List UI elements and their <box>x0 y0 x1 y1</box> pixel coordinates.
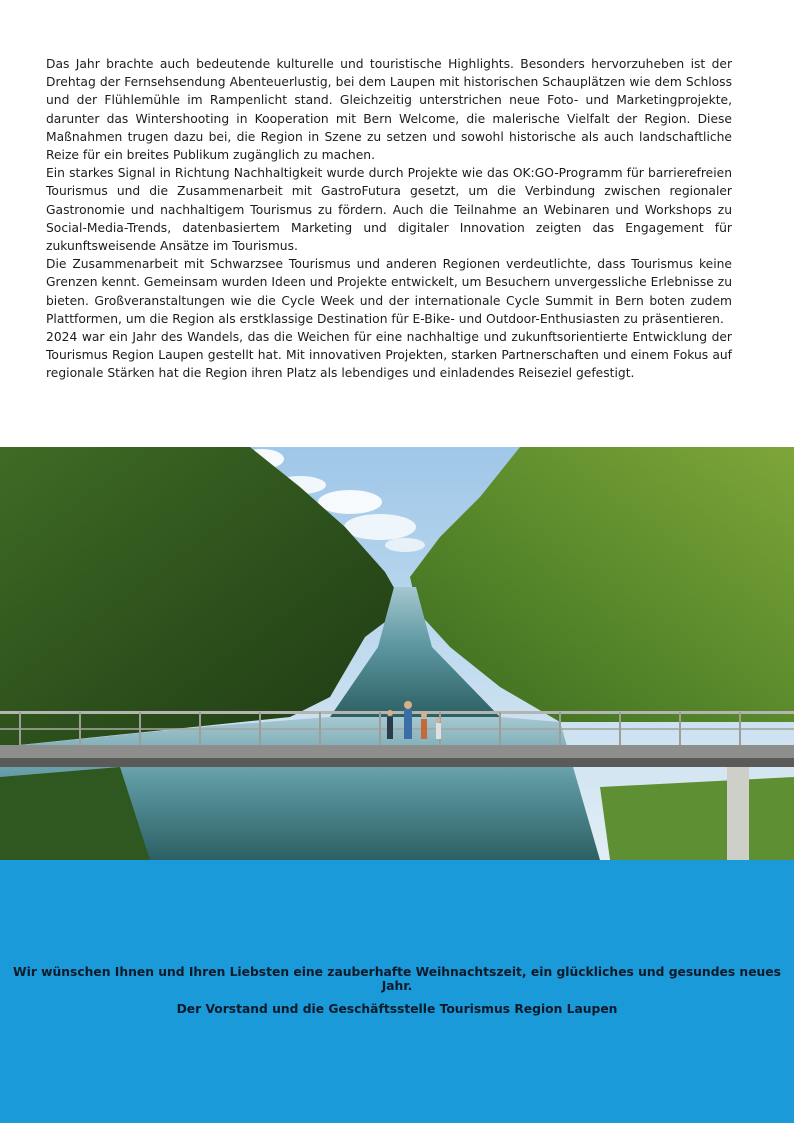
river-bridge-photo <box>0 447 794 860</box>
paragraph-summary: 2024 war ein Jahr des Wandels, das die Weichen für eine nachhaltige und zukunftsorientierte Entwicklung der Tourismus Region Laupen gestellt hat. Mit innovativen Projekten, starken Partnerschaften und einem Fokus auf regionale Stärken hat die Region ihren Platz als lebendiges und einladendes Reiseziel gefestigt. <box>46 330 732 381</box>
paragraph-highlights: Das Jahr brachte auch bedeutende kulturelle und touristische Highlights. Besonders hervorzuheben ist der Drehtag der Fernsehsendung Abenteuerlustig, bei dem Laupen mit historischen Schauplätzen wie dem Schloss und der Flühlemühle im Rampenlicht stand. Gleichzeitig unterstrichen neue Foto- und Marketingprojekte, darunter das Wintershooting in Kooperation mit Bern Welcome, die malerische Vielfalt der Region. Diese Maßnahmen trugen dazu bei, die Region in Szene zu setzen und sowohl historische als auch landschaftliche Reize für ein breites Publikum zugänglich zu machen. <box>46 57 732 163</box>
greeting-footer <box>0 860 794 1123</box>
paragraph-sustainability: Ein starkes Signal in Richtung Nachhaltigkeit wurde durch Projekte wie das OK:GO-Programm für barrierefreien Tourismus und die Zusammenarbeit mit GastroFutura gesetzt, um die Verbindung zwischen regionaler Gastronomie und nachhaltigem Tourismus zu fördern. Auch die Teilnahme an Webinaren und Workshops zu Social-Media-Trends, datenbasiertem Marketing und digitaler Innovation zeigten das Engagement für zukunftsweisende Ansätze im Tourismus. <box>46 166 732 254</box>
holiday-wish: Wir wünschen Ihnen und Ihren Liebsten eine zauberhafte Weihnachtszeit, ein glückliches und gesundes neues Jahr. <box>13 965 781 993</box>
paragraph-cooperation: Die Zusammenarbeit mit Schwarzsee Tourismus und anderen Regionen verdeutlichte, dass Tourismus keine Grenzen kennt. Gemeinsam wurden Ideen und Projekte entwickelt, um Besuchern unvergessliche Erlebnisse zu bieten. Großveranstaltungen wie die Cycle Week und der internationale Cycle Summit in Bern boten zudem Plattformen, um die Region als erstklassige Destination für E-Bike- und Outdoor-Enthusiasten zu präsentieren. <box>46 257 732 326</box>
signature: Der Vorstand und die Geschäftsstelle Tourismus Region Laupen <box>176 1002 618 1016</box>
article-text <box>46 55 732 383</box>
